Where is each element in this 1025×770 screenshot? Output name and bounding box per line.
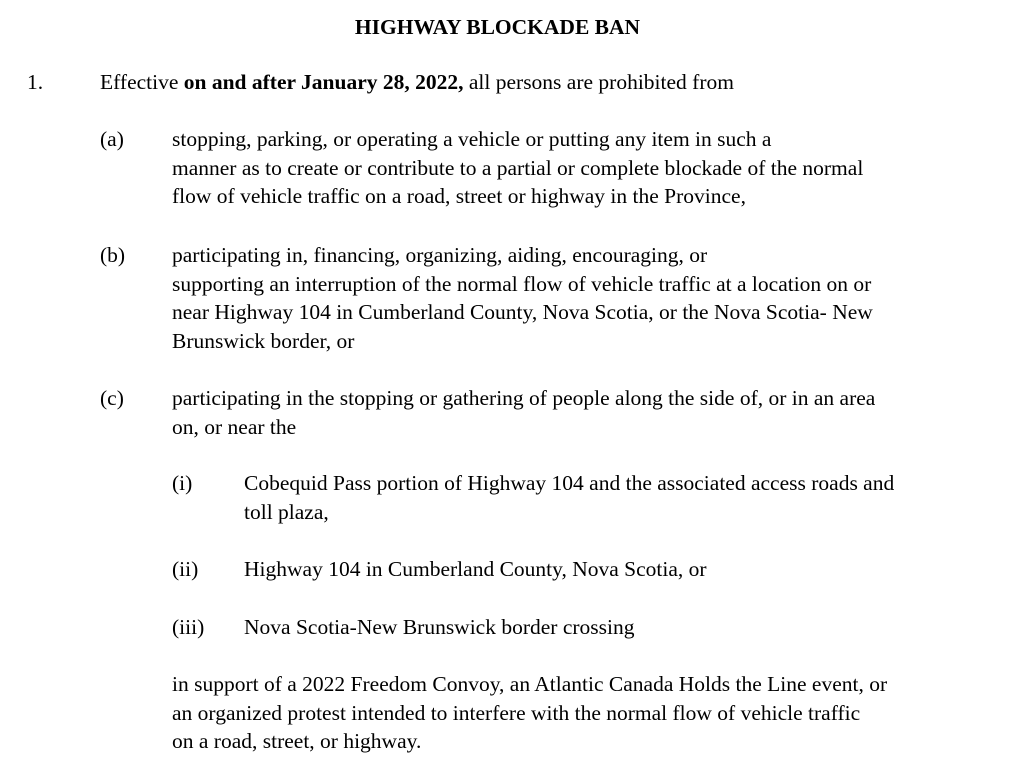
clause-c-line: on, or near the: [172, 414, 297, 439]
subclause-iii-line: Nova Scotia-New Brunswick border crossing: [244, 615, 635, 639]
subclause-i-line: Cobequid Pass portion of Highway 104 and the associated access roads and: [244, 471, 895, 495]
clause-c-label: (c): [100, 386, 124, 410]
clause-b-line: supporting an interruption of the normal flow of vehicle traffic at a location on or: [172, 271, 872, 296]
section-intro: [100, 68, 980, 97]
clause-c-text: [172, 384, 972, 441]
closing-line: an organized protest intended to interfere with the normal flow of vehicle traffic: [172, 700, 861, 725]
closing-line: in support of a 2022 Freedom Convoy, an Atlantic Canada Holds the Line event, or: [172, 672, 888, 696]
closing-line: on a road, street, or highway.: [172, 729, 422, 753]
section-number: 1.: [27, 70, 44, 94]
clause-b-line: near Highway 104 in Cumberland County, Nova Scotia, or the Nova Scotia- New: [172, 300, 873, 324]
clause-a-line: stopping, parking, or operating a vehicle or putting any item in such a: [172, 127, 772, 151]
clause-b-text: [172, 241, 972, 355]
subclause-i-label: (i): [172, 471, 193, 495]
subclause-i-line: toll plaza,: [244, 499, 329, 524]
subclause-ii-text: [244, 555, 979, 584]
effective-date: on and after January 28, 2022,: [183, 70, 464, 94]
subclause-ii-line: Highway 104 in Cumberland County, Nova Scotia, or: [244, 557, 707, 581]
subclause-i-text: [244, 469, 979, 526]
clause-a-line: flow of vehicle traffic on a road, street or highway in the Province,: [172, 184, 746, 208]
document-title: HIGHWAY BLOCKADE BAN: [354, 15, 641, 39]
clause-b-line: participating in, financing, organizing, aiding, encouraging, or: [172, 243, 708, 267]
clause-a-line: manner as to create or contribute to a partial or complete blockade of the normal: [172, 155, 864, 180]
clause-b-line: Brunswick border, or: [172, 328, 355, 353]
clause-a-label: (a): [100, 127, 124, 151]
clause-c-line: participating in the stopping or gathering of people along the side of, or in an area: [172, 386, 876, 410]
closing-paragraph: [172, 670, 977, 756]
clause-b-label: (b): [100, 243, 126, 267]
subclause-iii-label: (iii): [172, 615, 205, 639]
intro-text-after: all persons are prohibited from: [463, 70, 734, 94]
subclause-ii-label: (ii): [172, 557, 199, 581]
clause-a-text: [172, 125, 972, 211]
subclause-iii-text: [244, 613, 979, 642]
intro-text-before: Effective: [100, 70, 184, 94]
